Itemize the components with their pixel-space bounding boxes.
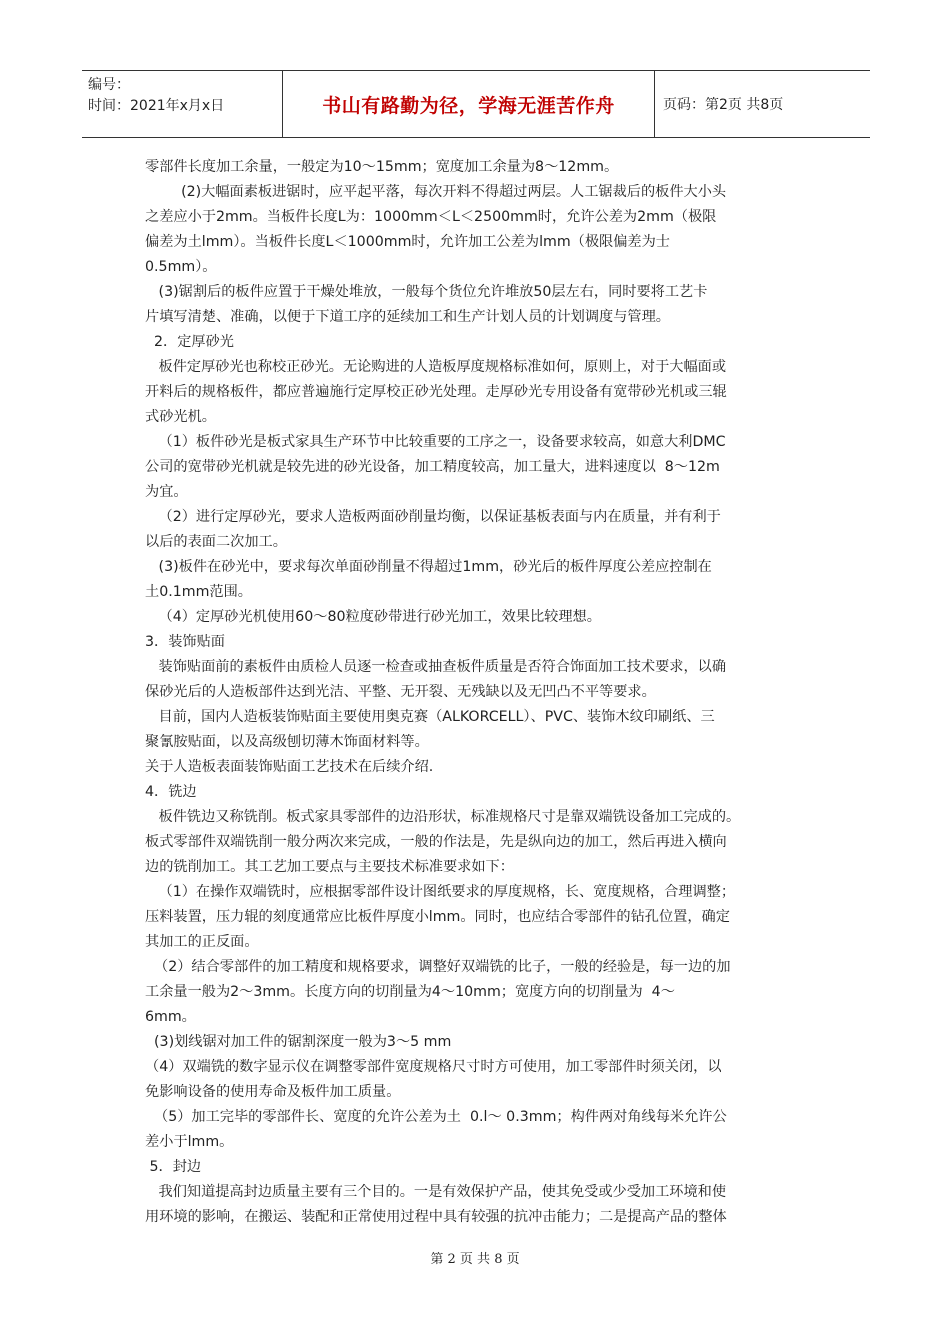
text-line: 4．铣边 — [145, 784, 197, 800]
text-line: 公司的宽带砂光机就是较先进的砂光设备，加工精度较高，加工量大，进料速度以 8～12m — [145, 459, 720, 475]
text-line: 6mm。 — [145, 1009, 196, 1025]
page-footer: 第 2 页 共 8 页 — [430, 1252, 520, 1267]
text-line: （2）进行定厚砂光，要求人造板两面砂削量均衡，以保证基板表面与内在质量，并有利于 — [145, 509, 721, 525]
text-line: 偏差为土lmm）。当板件长度L＜1000mm时，允许加工公差为lmm（极限偏差为士 — [145, 234, 670, 250]
header-motto: 书山有路勤为径，学海无涯苦作舟 — [282, 71, 655, 137]
text-line: 用环境的影响，在搬运、装配和正常使用过程中具有较强的抗冲击能力；二是提高产品的整体 — [145, 1209, 727, 1225]
text-line: （4）双端铣的数字显示仪在调整零部件宽度规格尺寸时方可使用，加工零部件时须关闭，以 — [145, 1059, 722, 1075]
text-line: 之差应小于2mm。当板件长度L为：1000mm＜L＜2500mm时，允许公差为2mm（极限 — [145, 209, 717, 225]
text-line: 其加工的正反面。 — [145, 934, 259, 950]
text-line: 目前，国内人造板装饰贴面主要使用奥克赛（ALKORCELL）、PVC、装饰木纹印刷纸、三 — [145, 709, 715, 725]
text-line: （4）定厚砂光机使用60～80粒度砂带进行砂光加工，效果比较理想。 — [145, 609, 601, 625]
text-line: 开料后的规格板件，都应普遍施行定厚校正砂光处理。走厚砂光专用设备有宽带砂光机或三辊 — [145, 384, 727, 400]
text-line: （5）加工完毕的零部件长、宽度的允许公差为土 0.l～ 0.3mm；构件两对角线每米允许公 — [145, 1109, 727, 1125]
header-meta — [82, 71, 282, 137]
text-line: 压料装置，压力辊的刻度通常应比板件厚度小lmm。同时，也应结合零部件的钻孔位置，确定 — [145, 909, 730, 925]
text-line: 以后的表面二次加工。 — [145, 534, 287, 550]
text-line: 工余量一般为2～3mm。长度方向的切削量为4～10mm；宽度方向的切削量为 4～ — [145, 984, 675, 1000]
text-line: 5．封边 — [145, 1159, 202, 1175]
text-line: 2．定厚砂光 — [145, 334, 234, 350]
text-line: 板件定厚砂光也称校正砂光。无论购进的人造板厚度规格标准如何，原则上，对于大幅面或 — [145, 359, 727, 375]
text-line: 我们知道提高封边质量主要有三个目的。一是有效保护产品，使其免受或少受加工环境和使 — [145, 1184, 727, 1200]
text-line: （1）板件砂光是板式家具生产环节中比较重要的工序之一，设备要求较高，如意大利DMC — [145, 434, 726, 450]
text-line: 式砂光机。 — [145, 409, 216, 425]
text-line: 为宜。 — [145, 484, 188, 500]
text-line: (3)板件在砂光中，要求每次单面砂削量不得超过1mm，砂光后的板件厚度公差应控制在 — [145, 559, 712, 575]
text-line: 零部件长度加工余量，一般定为10～15mm；宽度加工余量为8～12mm。 — [145, 159, 619, 175]
text-line: 装饰贴面前的素板件由质检人员逐一检查或抽查板件质量是否符合饰面加工技术要求，以确 — [145, 659, 727, 675]
text-line: （2）结合零部件的加工精度和规格要求，调整好双端铣的比子，一般的经验是，每一边的加 — [145, 959, 731, 975]
page-header — [82, 70, 870, 138]
time-label: 时间：2021年x月x日 — [88, 98, 225, 114]
text-line: 免影响设备的使用寿命及板件加工质量。 — [145, 1084, 401, 1100]
text-line: （1）在操作双端铣时，应根据零部件设计图纸要求的厚度规格，长、宽度规格，合理调整； — [145, 884, 736, 900]
text-line: 保砂光后的人造板部件达到光洁、平整、无开裂、无残缺以及无凹凸不平等要求。 — [145, 684, 656, 700]
text-line: (3)锯割后的板件应置于干燥处堆放，一般每个货位允许堆放50层左右，同时要将工艺卡 — [145, 284, 708, 300]
text-line: 3．装饰贴面 — [145, 634, 225, 650]
text-line: (3)划线锯对加工件的锯割深度一般为3～5 mm — [145, 1034, 452, 1050]
text-line: 片填写清楚、准确，以便于下道工序的延续加工和生产计划人员的计划调度与管理。 — [145, 309, 670, 325]
number-label: 编号： — [88, 77, 130, 93]
text-line: 边的铣削加工。其工艺加工要点与主要技术标准要求如下： — [145, 859, 514, 875]
text-line: 聚氰胺贴面，以及高级刨切薄木饰面材料等。 — [145, 734, 429, 750]
text-line: 板件铣边又称铣削。板式家具零部件的边沿形状，标准规格尺寸是靠双端铣设备加工完成的。 — [145, 809, 741, 825]
text-line: 差小于lmm。 — [145, 1134, 234, 1150]
text-line: 0.5mm）。 — [145, 259, 217, 275]
text-line: (2)大幅面素板进锯时，应平起平落，每次开料不得超过两层。人工锯裁后的板件大小头 — [145, 184, 727, 200]
header-page-info: 页码：第2页 共8页 — [663, 97, 784, 113]
text-line: 板式零部件双端铣削一般分两次来完成，一般的作法是，先是纵向边的加工，然后再进入横向 — [145, 834, 727, 850]
text-line: 关于人造板表面装饰贴面工艺技术在后续介绍. — [145, 759, 434, 775]
text-line: 土0.1mm范围。 — [145, 584, 252, 600]
